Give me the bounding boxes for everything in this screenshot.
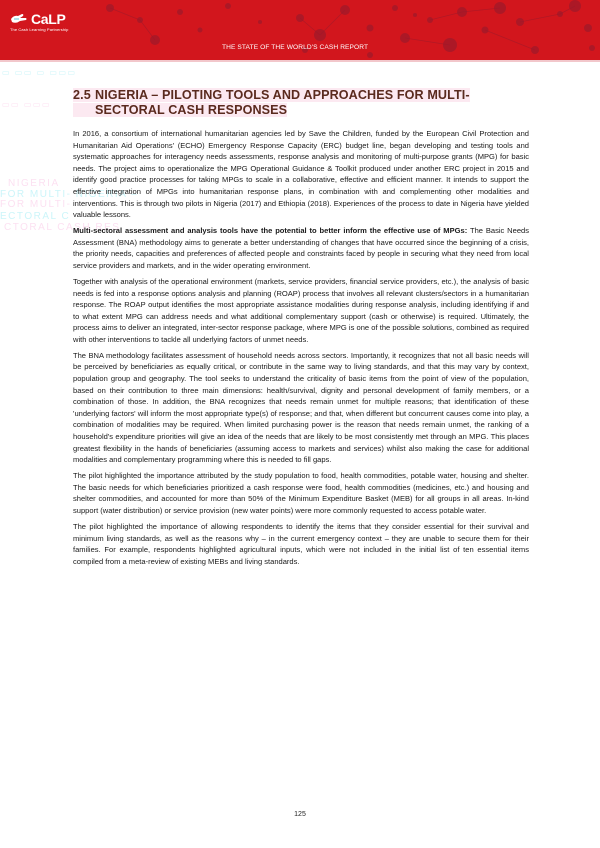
logo-wordmark: CaLP (31, 11, 66, 27)
page-number: 125 (294, 811, 306, 818)
paragraph-pilot-priorities (73, 470, 529, 516)
article-body (73, 128, 529, 572)
paragraph-text: In 2016, a consortium of international humanitarian agencies led by Save the Children, funded by the European Civil Protection and Humanitarian Aid Operations' (ECHO) Emergency Response Capacity (ERC) budget line, began developing and testing tools and systematic approaches for interagency needs assessments, response analysis and monitoring of multi-purpose grants (MPG) for basic needs. The project aims to operationalize the MPG Operational Guidance & Toolkit produced under another ERC project in 2015 and identify good practice processes for taking MPGs to scale in a collaborative, effective and efficient manner. It intends to support the effective integration of MPGs into humanitarian response plans, in combination with and complementing other modalities and interventions. This is through two pilots in Nigeria (2017) and Ethiopia (2018). Experiences of the process to date in Nigeria have yielded valuable lessons. (73, 129, 529, 220)
hand-icon (10, 13, 28, 25)
paragraph-pilot-respondents (73, 521, 529, 567)
report-title: THE STATE OF THE WORLD'S CASH REPORT (222, 44, 369, 51)
paragraph-text: The pilot highlighted the importance attributed by the study population to food, health commodities, potable water, housing and shelter. The basic needs for which beneficiaries prioritized a cash response were food, health commodities (medicines, etc.) and housing and shelter commodities, and accounted for more than 50% of the Minimum Expenditure Basket (MEB) for all groups in all areas. In-kind support (water distribution) or service provision (new water points) were more commonly requested to access potable water. (73, 471, 529, 515)
section-number: 2.5 (73, 88, 91, 102)
paragraph-household-needs (73, 350, 529, 466)
paragraph-roap (73, 276, 529, 346)
paragraph-text: The BNA methodology facilitates assessment of household needs across sectors. Importantly, it recognizes that not all basic needs will be perceived by beneficiaries as equally critical, or contribute in the same way to living standards, and that this may vary by context, population group and geography. The tool seeks to understand the criticality of basic items from the point of view of the population, based on their contribution to three main dimensions: health/survival, dignity and personal development of family members, or a combination of those. In addition, the BNA recognizes that needs remain unmet for multiple reasons; that identification of these 'underlying factors' will inform the most appropriate type(s) of response; and that, when different but concurrent causes come into play, a combination of modalities may be required. When limited purchasing power is the reason that needs remain unmet, the ranking of a household's expenditure priorities will give an idea of the needs that are likely to be most consistently met through an MPG. This places greatest flexibility in the hands of beneficiaries (assuming access to markets and services) whilst also making the case for additional modalities and complementary programming where this is needed to fill gaps. (73, 350, 529, 465)
molecule-pattern-decoration (0, 0, 600, 62)
ghost-artifact: ECTORAL C (0, 211, 71, 222)
header-divider (0, 60, 600, 62)
paragraph-intro (73, 128, 529, 221)
ghost-artifact: ▭▭ ▭▭▭ (2, 100, 52, 109)
ghost-artifact: FOR MULTI- (0, 199, 72, 210)
calp-logo (10, 12, 90, 38)
report-header-band (0, 0, 600, 62)
ghost-artifact: NIGERIA (8, 178, 60, 189)
paragraph-text: Together with analysis of the operational environment (markets, service providers, financial service providers, etc.), the analysis of basic needs is fed into a response options analysis and planning (ROAP) process that involves all relevant clusters/sectors in a humanitarian response. The ROAP output identifies the most appropriate assistance modalities during response analysis, including identifying if and to what extent MPG can address needs and what additional complementary support (cash or otherwise) is required. Ultimately, the process aims to deliver an integrated, inter-sector response package, where MPG is one of the possible solutions, combined as required with other interventions to tackle all underlying factors of unmet needs. (73, 276, 529, 344)
ghost-artifact: ▭ ▭▭ ▭ ▭▭▭ (2, 68, 77, 77)
paragraph-text: The pilot highlighted the importance of allowing respondents to identify the items that they consider essential for their survival and minimum living standards, as well as the reasons why – in the current emergency context – they are unable to secure them for their families. For example, respondents highlighted agricultural inputs, which were not included in the initial list of ten essential items compiled from a meta-review of existing MEBs and living standards. (73, 521, 529, 566)
ghost-artifact: CTORAL CASH RES (4, 222, 121, 233)
paragraph-bna (73, 225, 529, 271)
paragraph-lead: Multi-sectoral assessment and analysis tools have the potential to better inform the effective use of MPGs: (73, 226, 468, 236)
section-title-line-1: NIGERIA – PILOTING TOOLS AND APPROACHES FOR MULTI- (95, 88, 470, 102)
ghost-artifact: FOR MULTI- NIGERIA – (0, 189, 139, 200)
section-heading (73, 88, 513, 118)
logo-tagline: The Cash Learning Partnership (10, 27, 69, 32)
section-title-line-2: SECTORAL CASH RESPONSES (73, 103, 287, 117)
paragraph-text: The Basic Needs Assessment (BNA) methodology aims to generate a better understanding of changes that have occurred since the beginning of a crisis, the priority needs, capacities and preferences of affected people and constraints faced by people in securing what they need from local service providers and markets, and in the wider operating environment. (73, 226, 530, 270)
